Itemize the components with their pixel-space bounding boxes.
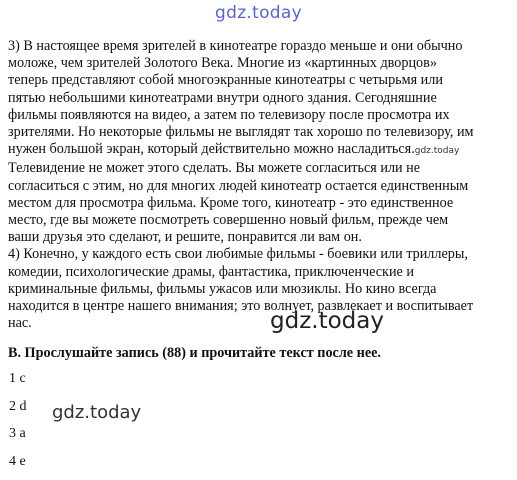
text-line: криминальные фильмы, фильмы ужасов или мюзиклы. Но кино всегда <box>8 281 436 297</box>
watermark-large: gdz.today <box>270 308 384 334</box>
watermark-top: gdz.today <box>0 3 517 23</box>
text-line: пятью небольшими кинотеатрами внутри одного здания. Сегодняшние <box>8 90 437 106</box>
watermark-mid: gdz.today <box>52 402 141 423</box>
text-line: зрителями. Но некоторые фильмы не выглядят так хорошо по телевизору, им <box>8 124 474 140</box>
paragraph-3 <box>8 38 510 246</box>
answer-list <box>9 370 27 480</box>
text-line: местом для просмотра фильма. Кроме того, кинотеатр - это единственное <box>8 195 453 211</box>
answer-item: 3 a <box>9 425 27 453</box>
text-line: 3) В настоящее время зрителей в кинотеатре гораздо меньше и они обычно <box>8 38 462 54</box>
text-line: согласиться с этим, но для многих людей кинотеатр остается единственным <box>8 178 468 194</box>
text-line: место, где вы можете посмотреть совершенно новый фильм, прежде чем <box>8 212 448 228</box>
text-line: находится в центре нашего внимания; это волнует, развлекает и воспитывает <box>8 298 473 314</box>
text-line: теперь представляют собой многоэкранные кинотеатры с четырьмя или <box>8 72 443 88</box>
answer-item: 2 d <box>9 398 27 426</box>
section-b-title: B. Прослушайте запись (88) и прочитайте текст после нее. <box>8 345 381 362</box>
answer-item: 1 c <box>9 370 27 398</box>
text-line: комедии, психологические драмы, фантастика, приключенческие и <box>8 264 414 280</box>
text-line: Телевидение не может этого сделать. Вы можете согласиться или не <box>8 160 420 176</box>
text-line: нас. <box>8 315 32 331</box>
paragraph-4 <box>8 246 510 332</box>
document-body <box>8 38 510 332</box>
answer-item: 4 e <box>9 453 27 480</box>
text-line: моложе, чем зрителей Золотого Века. Многие из «картинных дворцов» <box>8 55 437 71</box>
text-line: ваши друзья это сделают, и решите, понравится ли вам он. <box>8 229 362 245</box>
text-line: нужен большой экран, который действительно можно насладиться. <box>8 141 415 157</box>
text-line: 4) Конечно, у каждого есть свои любимые фильмы - боевики или триллеры, <box>8 246 468 262</box>
watermark-inline: gdz.today <box>415 146 460 156</box>
text-line: фильмы появляются на видео, а затем по телевизору после просмотра их <box>8 107 450 123</box>
